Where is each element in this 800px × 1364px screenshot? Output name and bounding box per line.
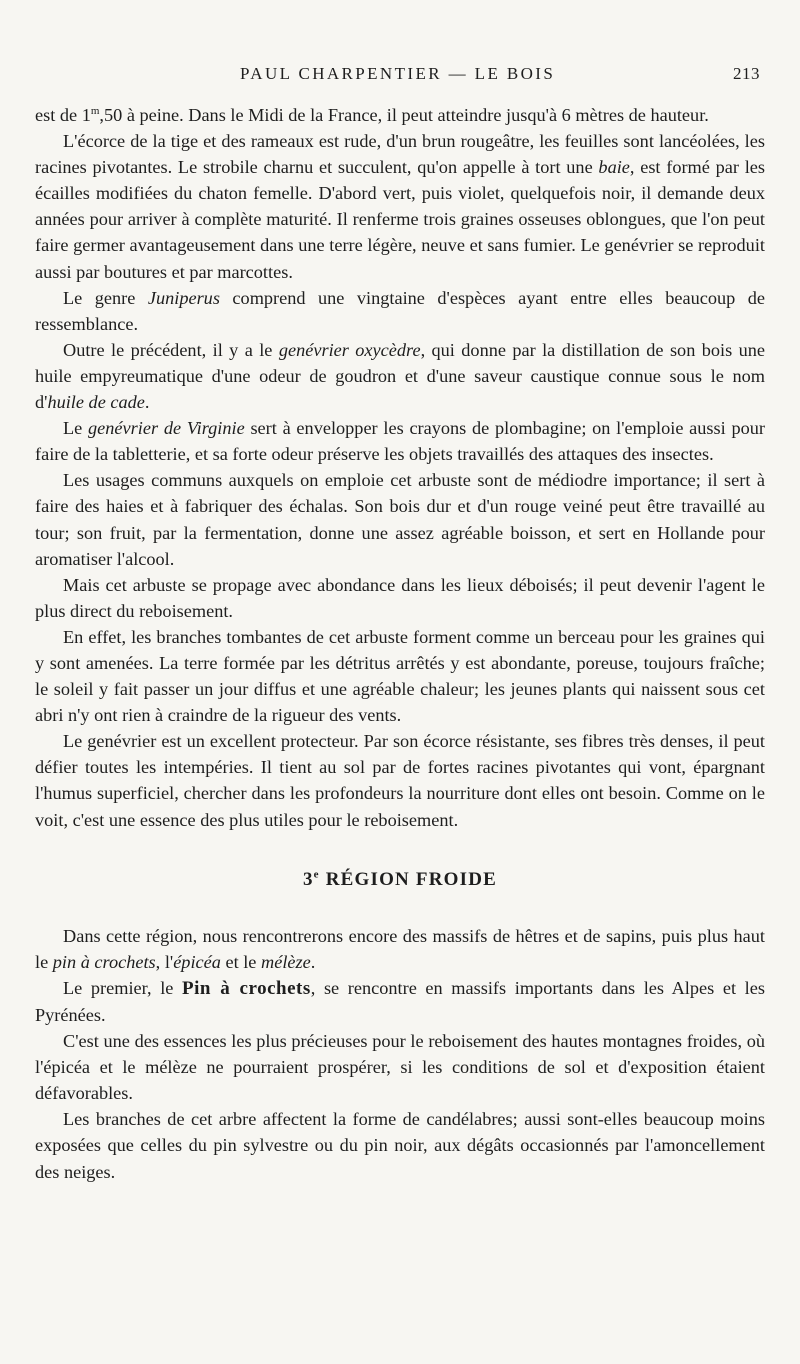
- section-paragraph-4: Les branches de cet arbre affectent la forme de candélabres; aussi sont-elles beaucoup moins exposées que celles du pin sylvestre ou du pin noir, aux dégâts occasionnés par l'amoncellement des neiges.: [35, 1109, 765, 1182]
- section-heading: 3e RÉGION FROIDE: [302, 868, 498, 890]
- paragraph-3: Le genre Juniperus comprend une vingtaine d'espèces ayant entre elles beaucoup de ressemblance.: [35, 287, 765, 334]
- paragraph-9: Le genévrier est un excellent protecteur. Par son écorce résistante, ses fibres très denses, il peut défier toutes les intempéries. Il tient au sol par de fortes racines pivotantes qui vont, épargnant l'humus superficiel, chercher dans les profondeurs la nourriture dont elles ont besoin. Comme on le voit, c'est une essence des plus utiles pour le reboisement.: [35, 731, 765, 830]
- section-paragraph-3: C'est une des essences les plus précieuses pour le reboisement des hautes montagnes froides, où l'épicéa et le mélèze ne pourraient prospérer, si les conditions de sol et d'exposition étaient défavorables.: [35, 1031, 765, 1104]
- page-number: 213: [733, 64, 760, 83]
- paragraph-7: Mais cet arbuste se propage avec abondance dans les lieux déboisés; il peut devenir l'agent le plus direct du reboisement.: [35, 574, 765, 621]
- bold-term: Pin à crochets: [182, 977, 311, 999]
- paragraph-5: Le genévrier de Virginie sert à envelopper les crayons de plombagine; on l'emploie aussi pour faire de la tabletterie, et sa forte odeur préserve les objets travaillés des attaques des insectes.: [35, 418, 765, 465]
- paragraph-2: L'écorce de la tige et des rameaux est rude, d'un brun rougeâtre, les feuilles sont lancéolées, les racines pivotantes. Le strobile charnu et succulent, qu'on appelle à tort une baie, est formé par les écailles modifiées du chaton femelle. D'abord vert, puis violet, quelquefois noir, il demande deux années pour arriver à complète maturité. Il renferme trois graines osseuses oblongues, que l'on peut faire germer avantageusement dans une terre légère, neuve et sans fumier. Le genévrier se reproduit aussi par boutures et par marcottes.: [35, 131, 765, 282]
- section-paragraph-2: Le premier, le Pin à crochets, se rencontre en massifs importants dans les Alpes et les Pyrénées.: [35, 977, 765, 1025]
- paragraph-4: Outre le précédent, il y a le genévrier oxycèdre, qui donne par la distillation de son bois une huile empyreumatique d'une odeur de goudron et d'une saveur caustique connue sous le nom d'huile de cade.: [35, 339, 765, 413]
- body-text: [35, 102, 765, 1185]
- running-title: PAUL CHARPENTIER — LE BOIS: [240, 64, 556, 83]
- paragraph-6: Les usages communs auxquels on emploie cet arbuste sont de médiodre importance; il sert à faire des haies et à fabriquer des échalas. Son bois dur et d'un rouge veiné peut être travaillé au tour; son fruit, par la fermentation, donne une assez agréable boisson, et sert en Hollande pour aromatiser l'alcool.: [35, 470, 765, 569]
- page-header: [0, 64, 800, 90]
- section-paragraph-1: Dans cette région, nous rencontrerons encore des massifs de hêtres et de sapins, puis plus haut le pin à crochets, l'épicéa et le mélèze.: [35, 925, 765, 972]
- paragraph-1: est de 1$^m$,50 à peine. Dans le Midi de la France, il peut atteindre jusqu'à 6 mètres de hauteur.: [35, 104, 709, 125]
- paragraph-8: En effet, les branches tombantes de cet arbuste forment comme un berceau pour les graines qui y sont amenées. La terre formée par les détritus arrêtés y est abondante, poreuse, toujours fraîche; le soleil y fait passer un jour diffus et une agréable chaleur; les jeunes plants qui naissent sous cet abri n'y ont rien à craindre de la rigueur des vents.: [35, 626, 765, 726]
